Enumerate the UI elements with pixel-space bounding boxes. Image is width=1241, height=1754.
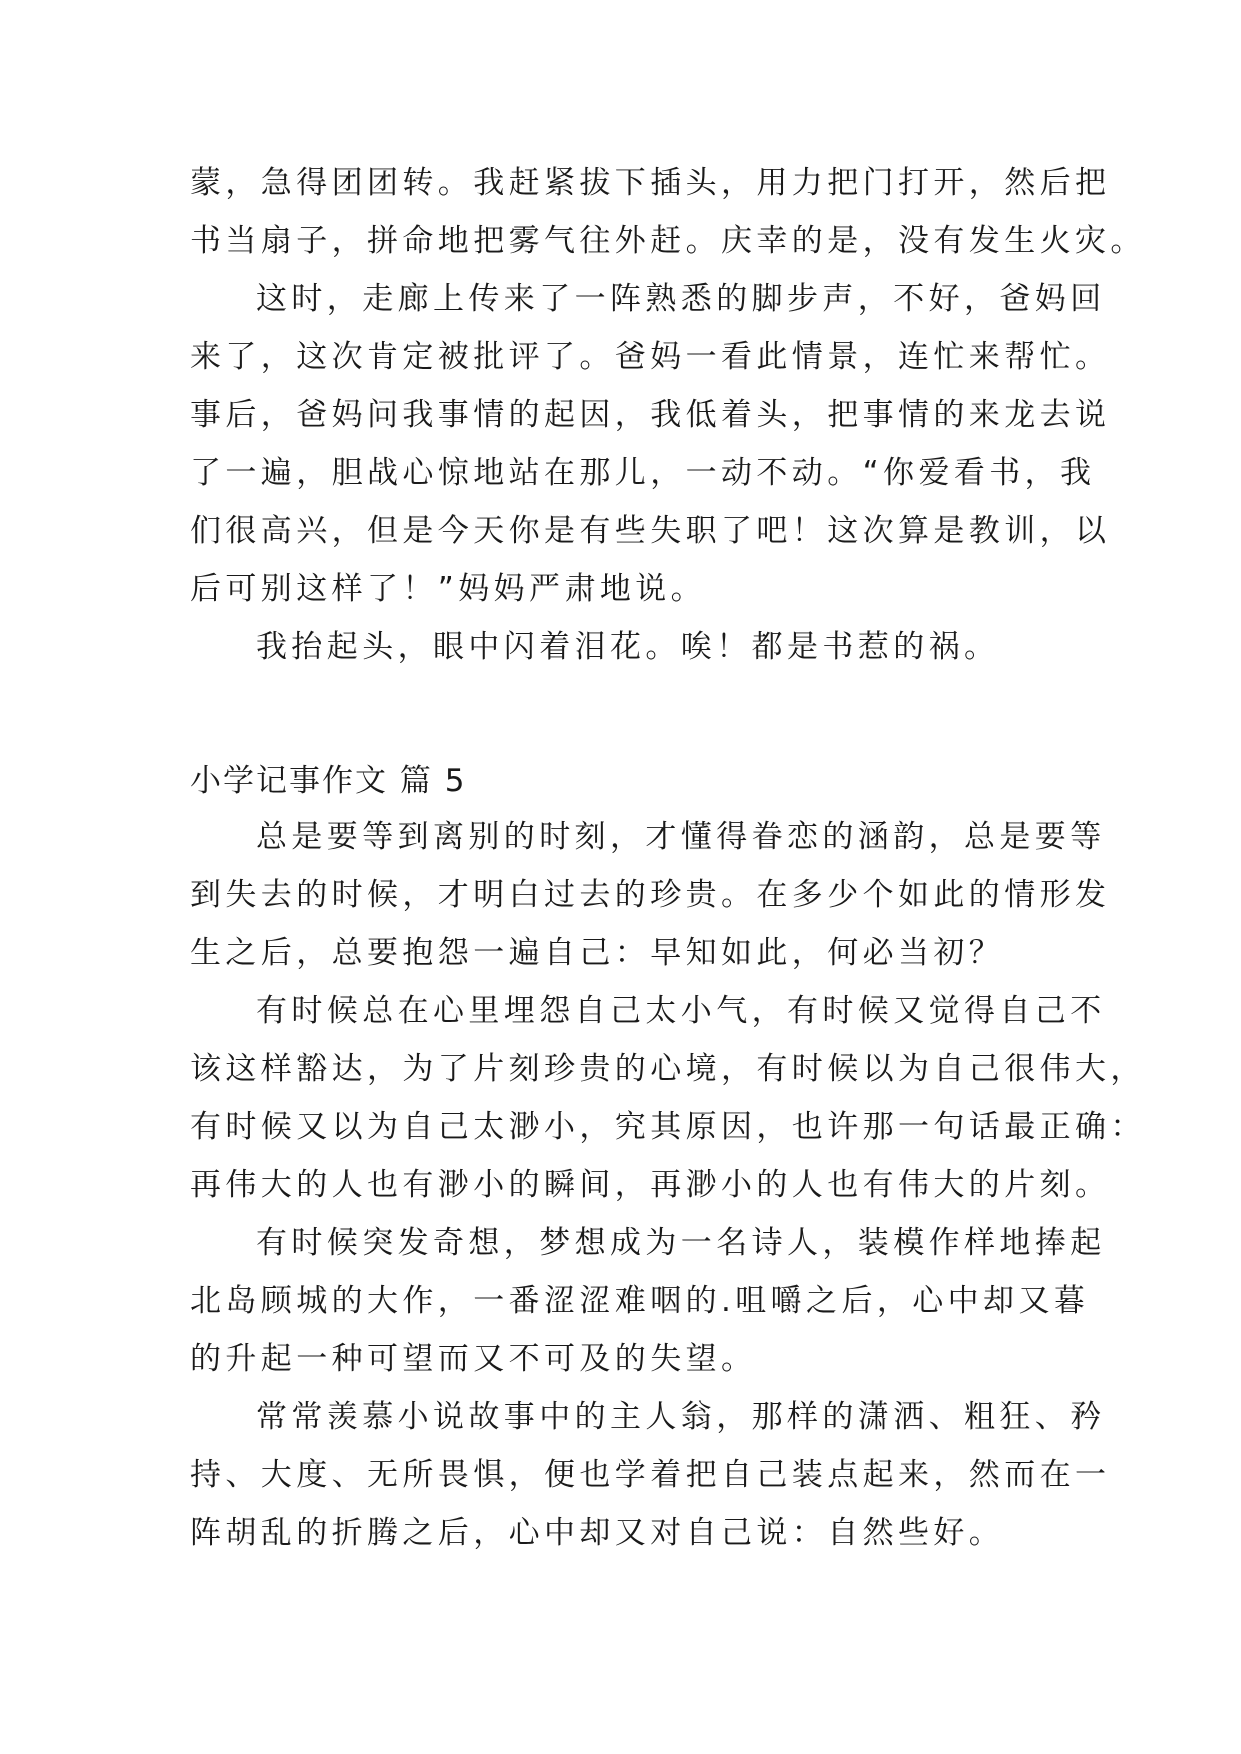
paragraph-7 — [190, 1388, 1111, 1562]
text-line: 蒙，急得团团转。我赶紧拔下插头，用力把门打开，然后把 — [190, 165, 1111, 201]
paragraph-4 — [190, 808, 1111, 982]
text-line: 该这样豁达，为了片刻珍贵的心境，有时候以为自己很伟大， — [190, 1051, 1146, 1087]
paragraph-5 — [190, 982, 1146, 1214]
paragraph-3 — [190, 618, 1065, 676]
text-line: 来了，这次肯定被批评了。爸妈一看此情景，连忙来帮忙。 — [190, 339, 1111, 375]
text-line: 北岛顾城的大作，一番涩涩难咽的.咀嚼之后，心中却又暮 — [190, 1283, 1090, 1319]
text-line: 常常羡慕小说故事中的主人翁，那样的潇洒、粗狂、矜 — [256, 1399, 1106, 1435]
section-title: 小学记事作文 篇 5 — [190, 763, 467, 799]
text-line: 阵胡乱的折腾之后，心中却又对自己说：自然些好。 — [190, 1515, 1005, 1551]
text-line: 我抬起头，眼中闪着泪花。唉！都是书惹的祸。 — [256, 629, 1000, 665]
text-line: 后可别这样了！”妈妈严肃地说。 — [190, 571, 707, 607]
paragraph-2 — [190, 270, 1111, 618]
text-line: 这时，走廊上传来了一阵熟悉的脚步声，不好，爸妈回 — [256, 281, 1106, 317]
text-line: 书当扇子，拼命地把雾气往外赶。庆幸的是，没有发生火灾。 — [190, 223, 1146, 259]
text-line: 有时候总在心里埋怨自己太小气，有时候又觉得自己不 — [256, 993, 1106, 1029]
text-line: 有时候突发奇想，梦想成为一名诗人，装模作样地捧起 — [256, 1225, 1106, 1261]
paragraph-6 — [190, 1214, 1106, 1388]
text-line: 生之后，总要抱怨一遍自己：早知如此，何必当初？ — [190, 935, 1005, 971]
text-line: 再伟大的人也有渺小的瞬间，再渺小的人也有伟大的片刻。 — [190, 1167, 1111, 1203]
text-line: 有时候又以为自己太渺小，究其原因，也许那一句话最正确： — [190, 1109, 1146, 1145]
section-gap — [190, 676, 1065, 758]
text-line: 事后，爸妈问我事情的起因，我低着头，把事情的来龙去说 — [190, 397, 1111, 433]
text-line: 到失去的时候，才明白过去的珍贵。在多少个如此的情形发 — [190, 877, 1111, 913]
text-line: 总是要等到离别的时刻，才懂得眷恋的涵韵，总是要等 — [256, 819, 1106, 855]
text-line: 持、大度、无所畏惧，便也学着把自己装点起来，然而在一 — [190, 1457, 1111, 1493]
text-line: 们很高兴，但是今天你是有些失职了吧！这次算是教训，以 — [190, 513, 1111, 549]
document-page — [190, 154, 1146, 1562]
text-line: 的升起一种可望而又不可及的失望。 — [190, 1341, 757, 1377]
text-line: 了一遍，胆战心惊地站在那儿，一动不动。“你爱看书，我 — [190, 455, 1096, 491]
paragraph-1 — [190, 154, 1146, 270]
